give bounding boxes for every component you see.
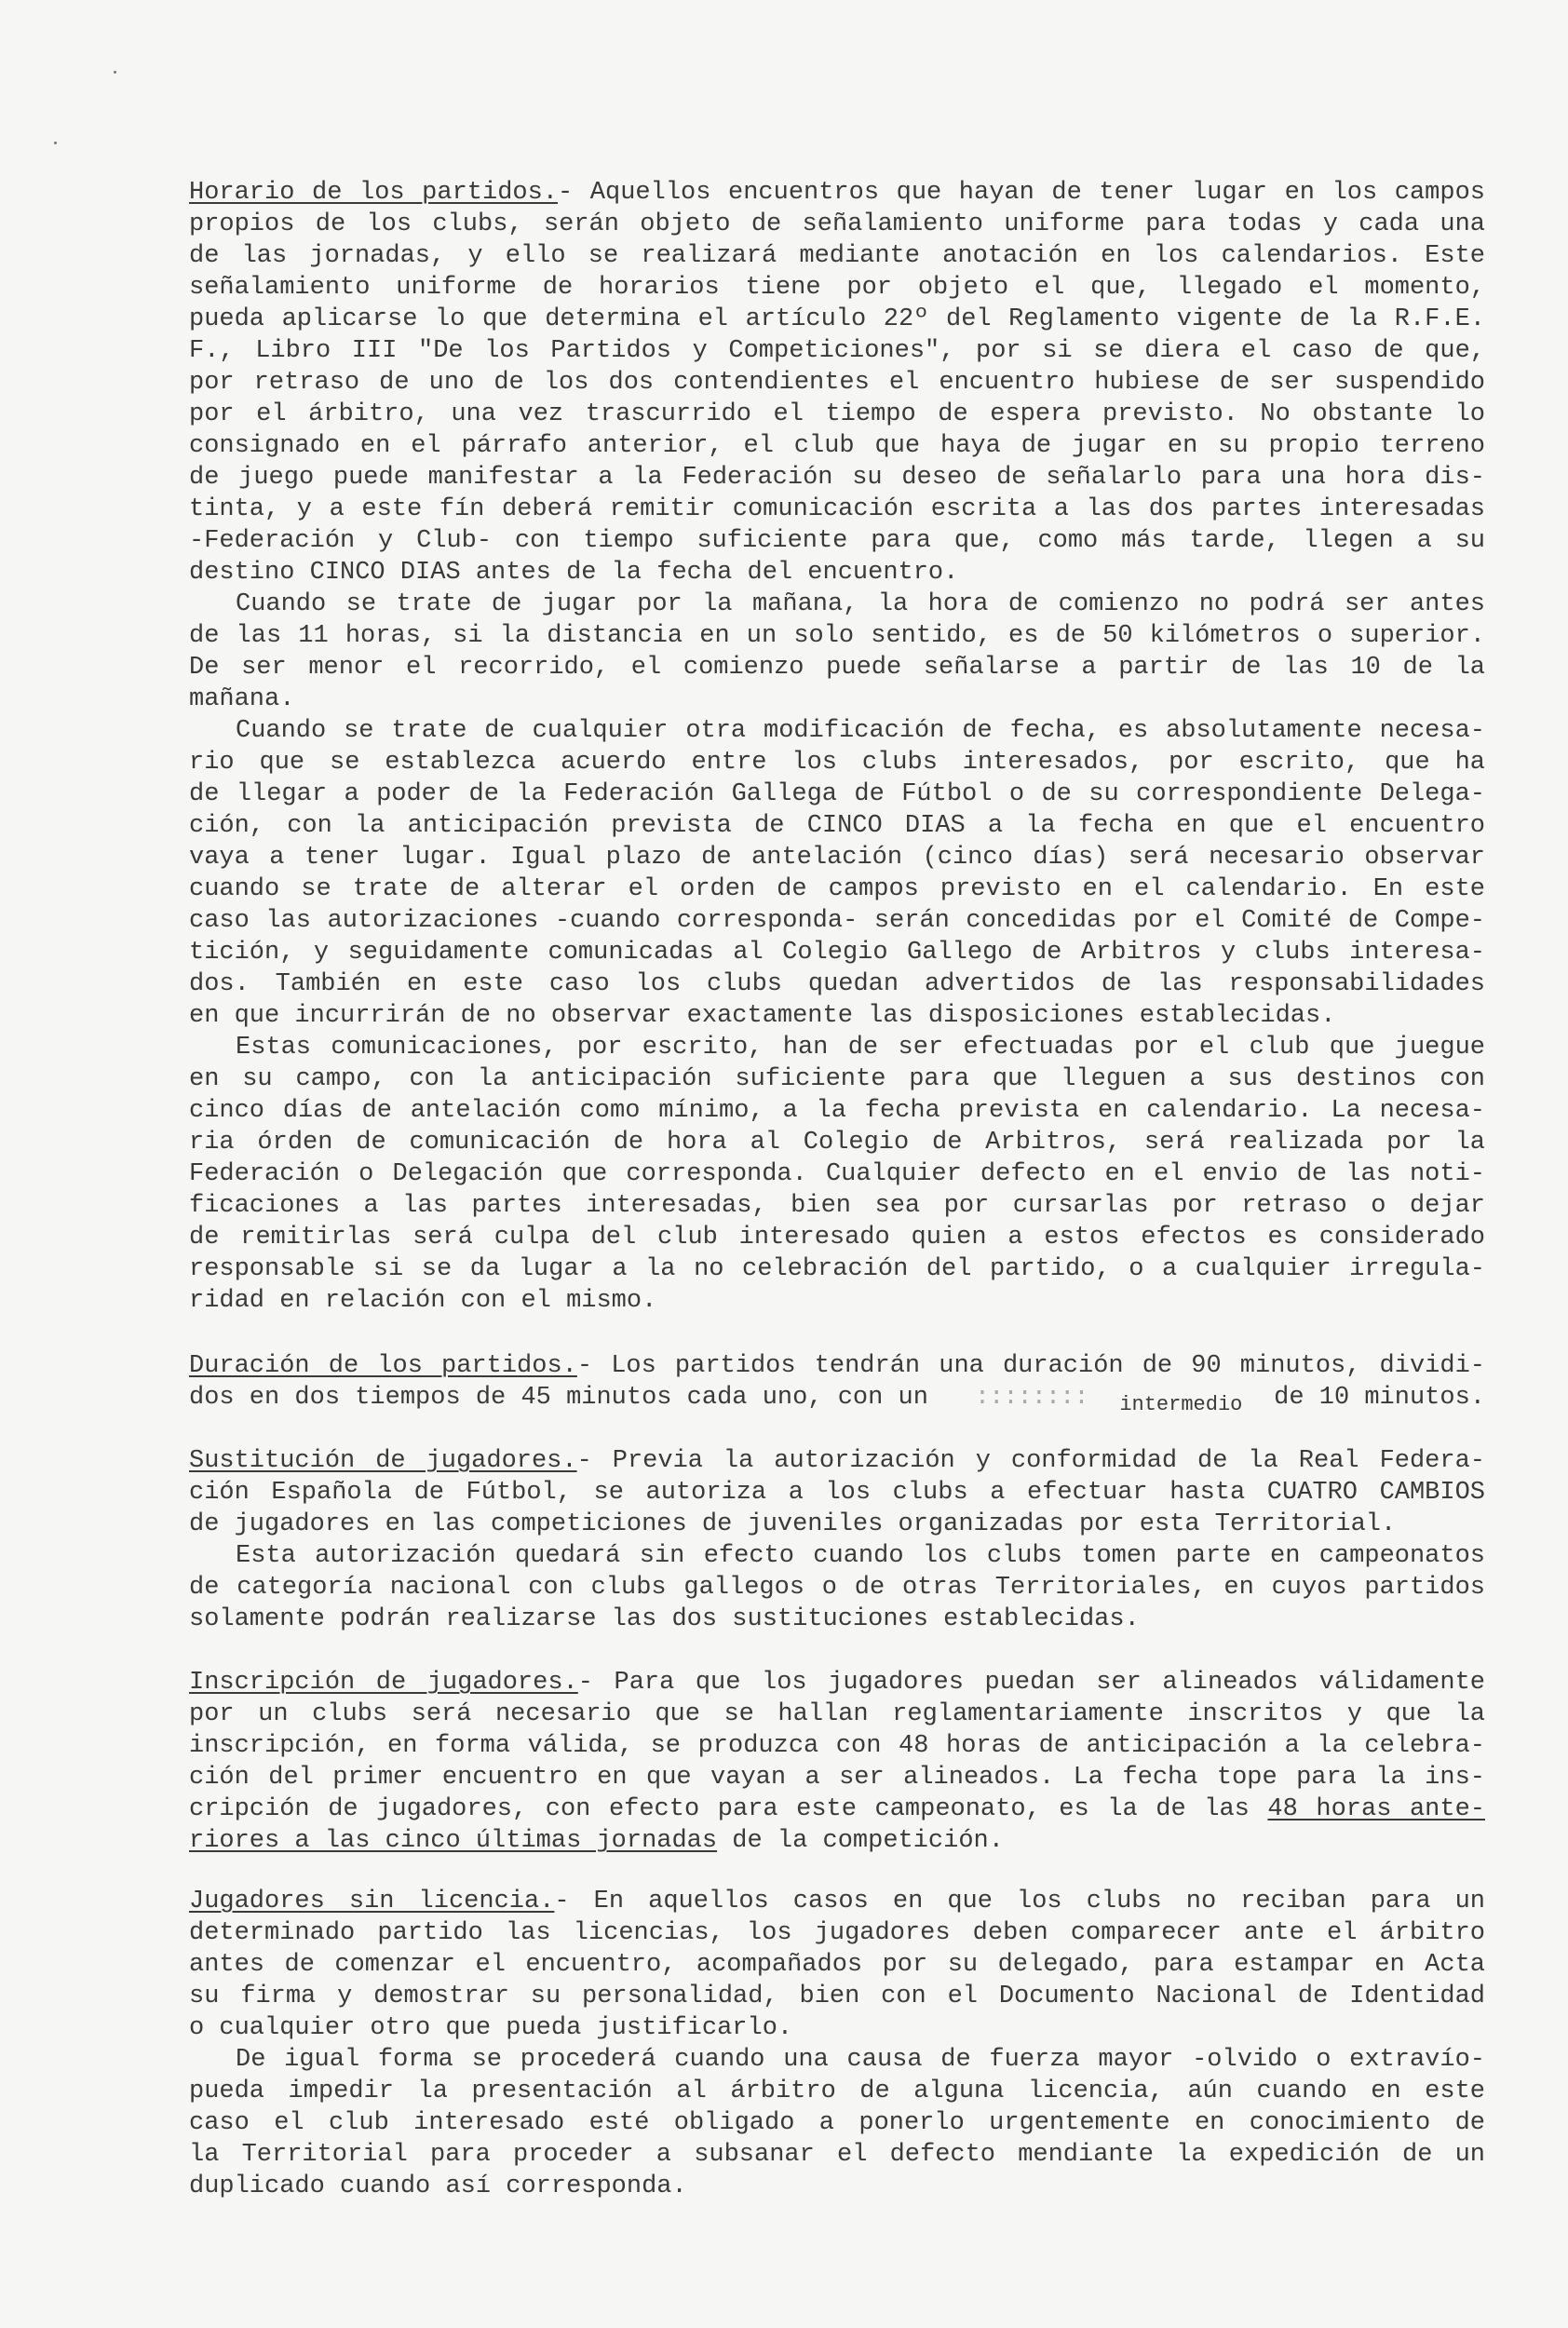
text-segment: pueda impedir la presentación al árbitro de alguna licencia, aún cuando en este [189, 2078, 1485, 2105]
text-segment: - En aquellos casos en que los clubs no reciban para un [554, 1888, 1485, 1915]
text-line [189, 715, 1485, 747]
text-segment: de jugadores en las competiciones de juveniles organizadas por esta Territorial. [189, 1510, 1397, 1538]
text-line [189, 2171, 1485, 2202]
section-jugadores-sin-licencia [189, 1886, 1485, 2202]
text-line [189, 1981, 1485, 2012]
text-segment: consignado en el párrafo anterior, el club que haya de jugar en su propio terreno [189, 432, 1485, 460]
section-heading: Duración de los partidos. [189, 1352, 577, 1380]
text-segment: por el árbitro, una vez trascurrido el tiempo de espera previsto. No obstante lo [189, 400, 1485, 428]
text-line [189, 177, 1485, 209]
text-segment: F., Libro III "De los Partidos y Competiciones", por si se diera el caso de que, [189, 337, 1485, 365]
text-segment: antes de comenzar el encuentro, acompañados por su delegado, para estampar en Acta [189, 1951, 1485, 1979]
text-segment: - Los partidos tendrán una duración de 90 minutos, dividi- [576, 1352, 1485, 1380]
text-line [189, 209, 1485, 240]
text-line [189, 968, 1485, 1000]
text-segment: destino CINCO DIAS antes de la fecha del encuentro. [189, 559, 959, 587]
text-segment: la Territorial para proceder a subsanar el defecto mendiante la expedición de un [189, 2141, 1485, 2169]
section-heading: Inscripción de jugadores. [189, 1669, 578, 1697]
text-segment: de juego puede manifestar a la Federación su deseo de señalarlo para una hora dis- [189, 464, 1485, 492]
text-line [189, 1190, 1485, 1222]
text-segment: cinco días de antelación como mínimo, a la fecha prevista en calendario. La necesa- [189, 1097, 1485, 1125]
text-segment: tición, y seguidamente comunicadas al Colegio Gallego de Arbitros y clubs interesa- [189, 939, 1485, 967]
text-line [189, 494, 1485, 525]
text-segment: solamente podrán realizarse las dos sustituciones establecidas. [189, 1605, 1140, 1633]
text-line [189, 810, 1485, 842]
text-line [189, 1000, 1485, 1032]
text-segment: duplicado cuando así corresponda. [189, 2172, 687, 2200]
text-line [189, 1604, 1485, 1635]
text-segment: responsable si se da lugar a la no celebración del partido, o a cualquier irregula- [189, 1255, 1485, 1283]
text-line [189, 462, 1485, 494]
text-segment: de categoría nacional con clubs gallegos o de otras Territoriales, en cuyos partidos [189, 1574, 1485, 1602]
text-line [189, 1540, 1485, 1572]
text-segment: su firma y demostrar su personalidad, bien con el Documento Nacional de Identidad [189, 1983, 1485, 2010]
text-line [189, 589, 1485, 620]
text-segment: Cuando se trate de cualquier otra modificación de fecha, es absolutamente necesa- [236, 717, 1485, 745]
text-line [189, 1667, 1485, 1699]
text-line [189, 430, 1485, 462]
text-segment: en que incurrirán de no observar exactamente las disposiciones establecidas. [189, 1002, 1336, 1030]
text-line [189, 905, 1485, 937]
text-segment: vaya a tener lugar. Igual plazo de antelación (cinco días) será necesario observar [189, 844, 1485, 872]
text-line [189, 272, 1485, 304]
text-segment: dos. También en este caso los clubs quedan advertidos de las responsabilidades [189, 970, 1485, 998]
text-segment: :::::::: [974, 1384, 1088, 1412]
text-segment: de llegar a poder de la Federación Gallega de Fútbol o de su correspondiente Delega- [189, 780, 1485, 808]
text-line [189, 652, 1485, 684]
text-segment: Esta autorización quedará sin efecto cuando los clubs tomen parte en campeonatos [236, 1542, 1485, 1570]
text-segment: ción del primer encuentro en que vayan a ser alineados. La fecha tope para la ins- [189, 1764, 1485, 1792]
text-line [189, 747, 1485, 778]
scan-speck [54, 142, 57, 144]
underlined-text: riores a las cinco últimas jornadas [189, 1827, 718, 1855]
text-line [189, 1917, 1485, 1949]
text-line [189, 1699, 1485, 1730]
text-line [189, 842, 1485, 873]
text-segment: Estas comunicaciones, por escrito, han de ser efectuadas por el club que juegue [236, 1034, 1485, 1062]
text-segment: dos en dos tiempos de 45 minutos cada uno, con un [189, 1384, 944, 1412]
section-inscripcion [189, 1667, 1485, 1857]
text-segment: -Federación y Club- con tiempo suficiente para que, como más tarde, llegen a su [189, 527, 1485, 555]
text-segment: en su campo, con la anticipación suficiente para que lleguen a sus destinos con [189, 1065, 1485, 1093]
handwritten-correction: intermedio [1119, 1393, 1243, 1416]
text-line [189, 367, 1485, 399]
text-line [189, 2139, 1485, 2171]
text-line [189, 1095, 1485, 1127]
section-heading: Jugadores sin licencia. [189, 1888, 555, 1915]
text-segment: ria órden de comunicación de hora al Colegio de Arbitros, será realizada por la [189, 1129, 1485, 1157]
text-line [189, 684, 1485, 715]
text-segment: tinta, y a este fín deberá remitir comunicación escrita a las dos partes interesadas [189, 495, 1485, 523]
text-segment: por retraso de uno de los dos contendientes el encuentro hubiese de ser suspendido [189, 369, 1485, 397]
text-segment: ridad en relación con el mismo. [189, 1287, 657, 1315]
text-line [189, 399, 1485, 430]
text-line [189, 1886, 1485, 1917]
text-segment: mañana. [189, 685, 295, 713]
text-segment: propios de los clubs, serán objeto de señalamiento uniforme para todas y cada una [189, 210, 1485, 238]
text-line [189, 778, 1485, 810]
text-segment: determinado partido las licencias, los jugadores deben comparecer ante el árbitro [189, 1919, 1485, 1947]
text-line [189, 335, 1485, 367]
text-segment: cuando se trate de alterar el orden de campos previsto en el calendario. En este [189, 875, 1485, 903]
text-segment: por un clubs será necesario que se hallan reglamentariamente inscritos y que la [189, 1700, 1485, 1728]
text-line [189, 1350, 1485, 1382]
text-segment: inscripción, en forma válida, se produzca con 48 horas de anticipación a la celebra- [189, 1732, 1485, 1760]
text-segment: - Para que los jugadores puedan ser alineados válidamente [577, 1669, 1485, 1697]
text-line [189, 937, 1485, 968]
text-line [189, 1285, 1485, 1317]
text-segment: cripción de jugadores, con efecto para este campeonato, es la de las [189, 1795, 1268, 1823]
section-sustitucion [189, 1445, 1485, 1635]
text-line [189, 1572, 1485, 1604]
scan-speck [114, 71, 116, 74]
text-segment: ción, con la anticipación prevista de CINCO DIAS a la fecha en que el encuentro [189, 812, 1485, 840]
text-segment: caso el club interesado esté obligado a ponerlo urgentemente en conocimiento de [189, 2109, 1485, 2137]
text-line [189, 1730, 1485, 1762]
text-segment: Federación o Delegación que corresponda. Cualquier defecto en el envio de las noti- [189, 1160, 1485, 1188]
text-line [189, 557, 1485, 589]
text-segment: ficaciones a las partes interesadas, bien sea por cursarlas por retraso o dejar [189, 1192, 1485, 1220]
text-line [189, 1253, 1485, 1285]
text-line [189, 1477, 1485, 1509]
text-line [189, 2012, 1485, 2044]
text-line [189, 2044, 1485, 2076]
text-segment: caso las autorizaciones -cuando corresponda- serán concedidas por el Comité de Compe- [189, 907, 1485, 935]
text-line [189, 1762, 1485, 1793]
text-segment: ción Española de Fútbol, se autoriza a los clubs a efectuar hasta CUATRO CAMBIOS [189, 1479, 1485, 1507]
underlined-text: 48 horas ante- [1267, 1795, 1485, 1823]
text-line [189, 1793, 1485, 1825]
text-line [189, 1032, 1485, 1063]
text-line [189, 1509, 1485, 1540]
text-line [189, 1445, 1485, 1477]
text-line [189, 1158, 1485, 1190]
text-line [189, 304, 1485, 335]
text-line [189, 873, 1485, 905]
text-segment: o cualquier otro que pueda justificarlo. [189, 2014, 793, 2042]
section-horario [189, 177, 1485, 1317]
text-segment: pueda aplicarse lo que determina el artículo 22º del Reglamento vigente de la R.F.E. [189, 305, 1485, 333]
text-segment: - Aquellos encuentros que hayan de tener lugar en los campos [558, 179, 1485, 207]
text-segment: de la competición. [717, 1827, 1004, 1855]
text-segment: De igual forma se procederá cuando una causa de fuerza mayor -olvido o extravío- [236, 2046, 1485, 2074]
text-line [189, 240, 1485, 272]
text-line [189, 1063, 1485, 1095]
text-segment: - Previa la autorización y conformidad de la Real Federa- [576, 1447, 1485, 1475]
text-line [189, 1127, 1485, 1158]
text-line [189, 2107, 1485, 2139]
text-line [189, 1222, 1485, 1253]
text-line [189, 1382, 1485, 1414]
text-segment: de 10 minutos. [1274, 1384, 1485, 1412]
section-duracion [189, 1350, 1485, 1414]
text-segment: rio que se establezca acuerdo entre los clubs interesados, por escrito, que ha [189, 749, 1485, 777]
text-line [189, 2076, 1485, 2107]
text-line [189, 620, 1485, 652]
text-segment: De ser menor el recorrido, el comienzo puede señalarse a partir de las 10 de la [189, 654, 1485, 682]
text-segment: de las jornadas, y ello se realizará mediante anotación en los calendarios. Este [189, 242, 1485, 270]
text-segment: señalamiento uniforme de horarios tiene por objeto el que, llegado el momento, [189, 274, 1485, 302]
text-segment: de remitirlas será culpa del club interesado quien a estos efectos es considerado [189, 1224, 1485, 1252]
section-heading: Horario de los partidos. [189, 179, 559, 207]
section-heading: Sustitución de jugadores. [189, 1447, 577, 1475]
text-line [189, 525, 1485, 557]
text-line [189, 1825, 1485, 1857]
text-segment: Cuando se trate de jugar por la mañana, la hora de comienzo no podrá ser antes [236, 590, 1485, 618]
text-segment: de las 11 horas, si la distancia en un solo sentido, es de 50 kilómetros o superior. [189, 622, 1485, 650]
text-line [189, 1949, 1485, 1981]
